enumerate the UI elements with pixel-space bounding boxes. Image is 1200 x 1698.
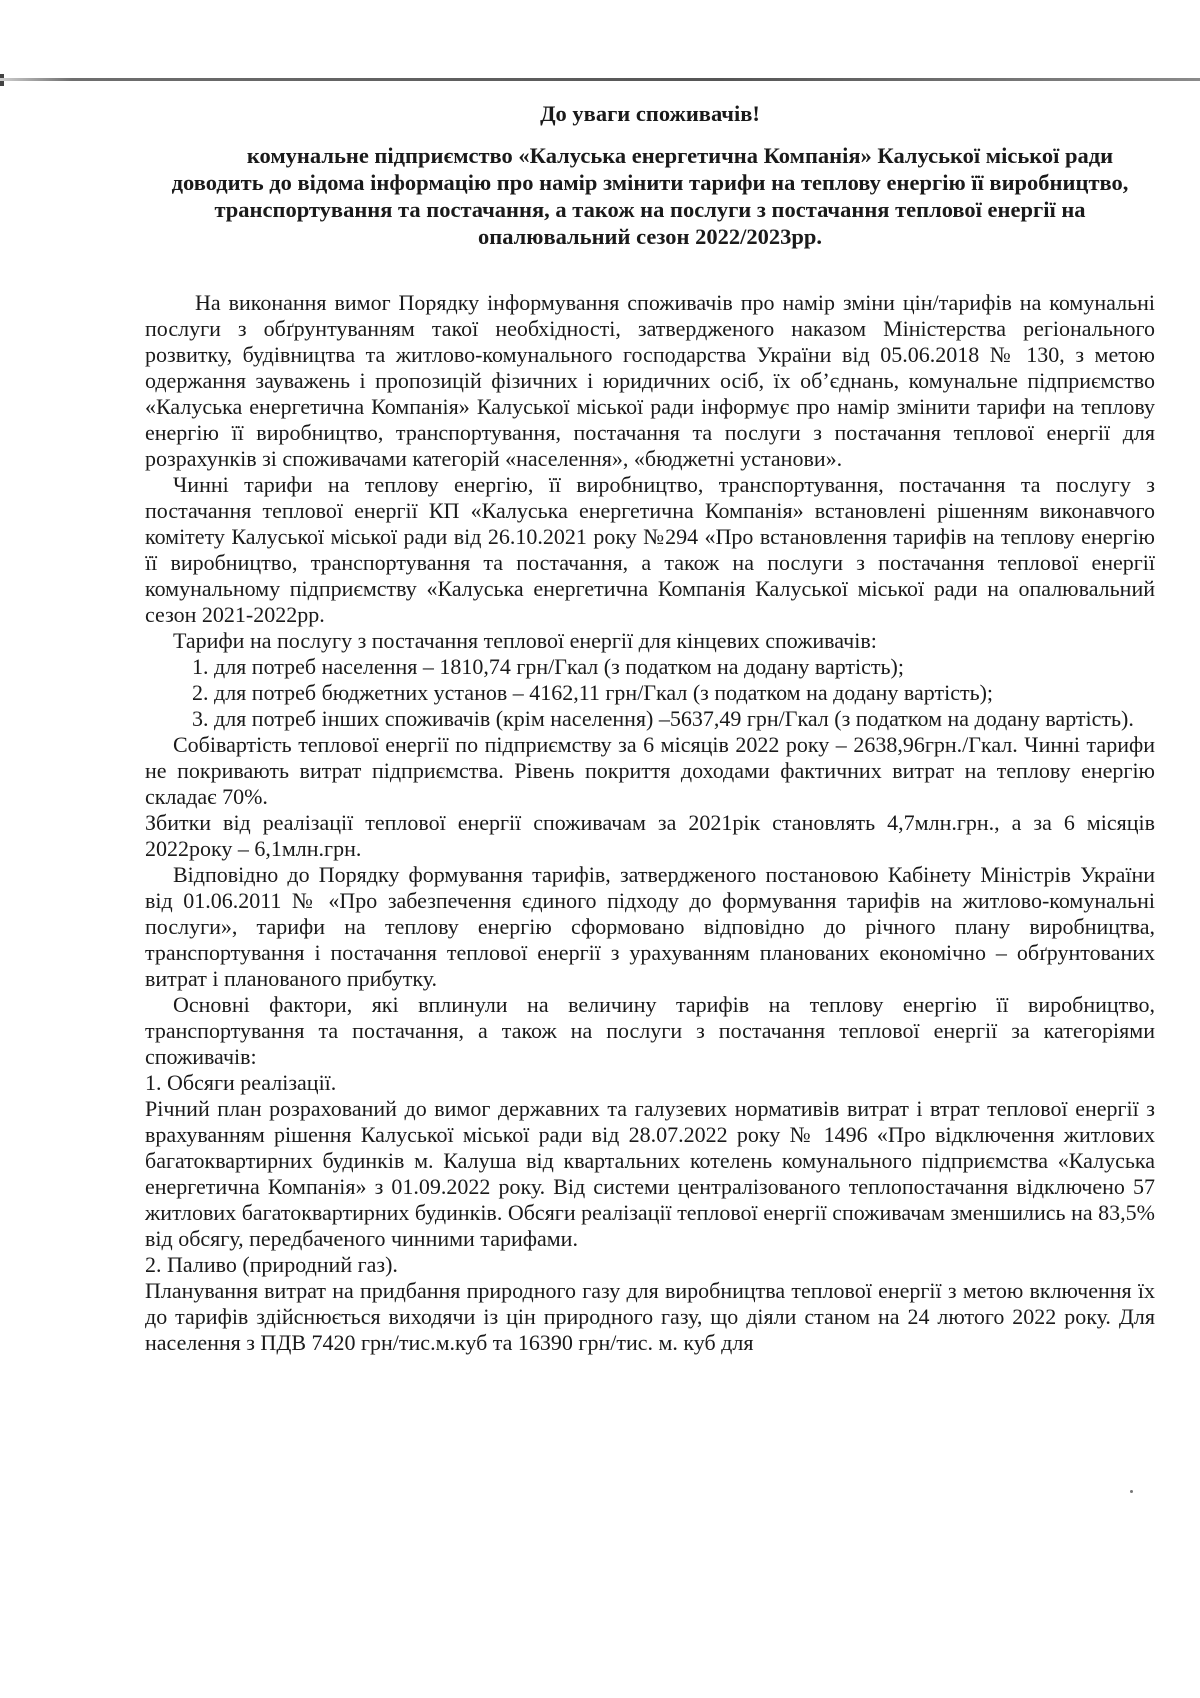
paragraph-intro: На виконання вимог Порядку інформування споживачів про намір зміни цін/тарифів на комунальні послуги з обґрунтуванням такої необхідності, затвердженого наказом Міністерства регіонального розвитку, будівництва та житлово-комунального господарства України від 05.06.2018 № 130, з метою одержання зауважень і пропозицій фізичних і юридичних осіб, їх об’єднань, комунальне підприємство «Калуська енергетична Компанія» Калуської міської ради інформує про намір змінити тарифи на теплову енергію її виробництво, транспортування, постачання та послуги з постачання теплової енергії для розрахунків зі споживачами категорій «населення», «бюджетні установи». — [145, 290, 1155, 471]
factor-2-text: Планування витрат на придбання природного газу для виробництва теплової енергії з метою включення їх до тарифів здійснюється виходячи із цін природного газу, що діяли станом на 24 лютого 2022 року. Для населення з ПДВ 7420 грн/тис.м.куб та 16390 грн/тис. м. куб для — [145, 1278, 1155, 1355]
factor-1-title: 1. Обсяги реалізації. — [145, 1070, 337, 1095]
factor-1-text: Річний план розрахований до вимог державних та галузевих нормативів витрат і втрат теплової енергії з врахуванням рішення Калуської міської ради від 28.07.2022 року № 1496 «Про відключення житлових багатоквартирних будинків м. Калуша від квартальних котелень комунального підприємства «Калуська енергетична Компанія» з 01.09.2022 року. Від системи централізованого теплопостачання відключено 57 житлових багатоквартирних будинків. Обсяги реалізації теплової енергії споживачам зменшились на 83,5% від обсягу, передбаченого чинними тарифами. — [145, 1096, 1155, 1251]
notice-subject: доводить до відома інформацію про намір змінити тарифи на теплову енергію її виробництво, транспортування та постачання, а також на послуги з постачання теплової енергії на опалювальний сезон 2022/2023рр. — [171, 170, 1129, 249]
document-body — [145, 290, 1155, 1356]
list-item-budget: 2. для потреб бюджетних установ – 4162,11 грн/Гкал (з податком на додану вартість); — [192, 680, 994, 705]
paragraph-factors: Основні фактори, які вплинули на величину тарифів на теплову енергію її виробництво, транспортування та постачання, а також на послуги з постачання теплової енергії за категоріями споживачів: — [145, 992, 1155, 1069]
notice-title: До уваги споживачів! — [540, 101, 760, 126]
paragraph-formation: Відповідно до Порядку формування тарифів, затвердженого постановою Кабінету Міністрів України від 01.06.2011 № «Про забезпечення єдиного підходу до формування тарифів на житлово-комунальні послуги», тарифи на теплову енергію сформовано відповідно до річного плану виробництва, транспортування і постачання теплової енергії з урахуванням планованих економічно – обґрунтованих витрат і планованого прибутку. — [145, 862, 1155, 991]
list-item-population: 1. для потреб населення – 1810,74 грн/Гкал (з податком на додану вартість); — [192, 654, 904, 679]
paragraph-cost: Собівартість теплової енергії по підприємству за 6 місяців 2022 року – 2638,96грн./Гкал. Чинні тарифи не покривають витрат підприємства. Рівень покриття доходами фактичних витрат на теплову енергію складає 70%. — [145, 732, 1155, 809]
scan-speck — [1130, 1490, 1133, 1493]
paragraph-losses: Збитки від реалізації теплової енергії споживачам за 2021рік становлять 4,7млн.грн., а за 6 місяців 2022року – 6,1млн.грн. — [145, 810, 1155, 861]
paragraph-tariff-list-intro: Тарифи на послугу з постачання теплової енергії для кінцевих споживачів: — [173, 628, 877, 653]
scan-edge-line — [0, 78, 1200, 81]
factor-2-title: 2. Паливо (природний газ). — [145, 1252, 398, 1277]
document-page — [145, 100, 1155, 1356]
list-item-other: 3. для потреб інших споживачів (крім населення) –5637,49 грн/Гкал (з податком на додану вартість). — [192, 706, 1134, 731]
company-name: комунальне підприємство «Калуська енергетична Компанія» Калуської міської ради — [246, 143, 1114, 168]
paragraph-current-tariffs: Чинні тарифи на теплову енергію, її виробництво, транспортування, постачання та послугу з постачання теплової енергії КП «Калуська енергетична Компанія» встановлені рішенням виконавчого комітету Калуської міської ради від 26.10.2021 року №294 «Про встановлення тарифів на теплову енергію її виробництво, транспортування та постачання, а також на послуги з постачання теплової енергії комунальному підприємству «Калуська енергетична Компанія Калуської міської ради на опалювальний сезон 2021-2022рр. — [145, 472, 1155, 627]
